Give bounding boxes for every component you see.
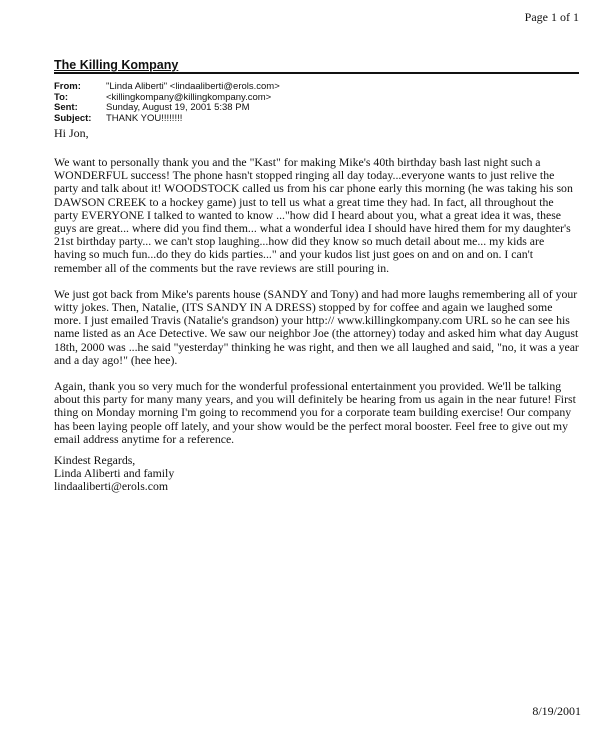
header-sent [54, 103, 280, 114]
body-paragraph: We just got back from Mike's parents house (SANDY and Tony) and had more laughs remembering all of your witty jokes. Then, Natalie, (ITS SANDY IN A DRESS) stopped by for coffee and again we laughed some more. I just emailed Travis (Natalie's grandson) your http:// www.killingkompany.com URL so he can see his name listed as an Ace Detective. We saw our neighbor Joe (the attorney) today and asked him what day August 18th, 2000 was ...he said "yesterday" thinking he was right, and then we all laughed and said, "no, it was a year and a day ago!" (hee hee). [54, 286, 579, 367]
signature-line: lindaaliberti@erols.com [54, 479, 169, 494]
signature-line: Kindest Regards, [54, 453, 136, 467]
email-header [54, 82, 280, 124]
header-value: Sunday, August 19, 2001 5:38 PM [106, 102, 250, 113]
header-label: Sent: [54, 102, 78, 113]
header-label: To: [54, 91, 69, 103]
header-label: From: [54, 81, 81, 92]
header-value: "Linda Aliberti" <lindaaliberti@erols.com> [106, 81, 280, 92]
footer-date: 8/19/2001 [532, 704, 581, 718]
header-divider [54, 72, 579, 74]
header-value: <killingkompany@killingkompany.com> [106, 91, 272, 103]
body-paragraph: We want to personally thank you and the "Kast" for making Mike's 40th birthday bash last night such a WONDERFUL success! The phone hasn't stopped ringing all day today...everyone wants to just relive the party and talk about it! WOODSTOCK called us from his car phone early this morning (he was taking his son DAWSON CREEK to a hockey game) just to tell us what a great time they had. In fact, all throughout the party EVERYONE I talked to wanted to know ..."how did I heard about you, what a great idea it was, these guys are great... where did you find them... what a wonderful idea I should have hired them for my daughter's 21st birthday party... we can't stop laughing...how did they know so much detail about me... my kids are having so much fun...do they do kids parties..." and your kudos list just goes on and on and on. I can't remember all of the comments but the rave reviews are still pouring in. [54, 155, 573, 275]
header-from [54, 82, 280, 93]
header-label: Subject: [54, 112, 92, 124]
email-body [54, 156, 579, 459]
header-subject [54, 114, 280, 125]
signature [54, 454, 174, 494]
page-number: Page 1 of 1 [524, 10, 579, 24]
body-paragraph: Again, thank you so very much for the wonderful professional entertainment you provided. We'll be talking about this party for many many years, and you will definitely be hearing from us again in the near future! First thing on Monday morning I'm going to recommend you for a corporate team building exercise! Our company has been laying people off lately, and your show would be the perfect moral booster. Feel free to give out my email address anytime for a reference. [54, 379, 576, 446]
signature-line: Linda Aliberti and family [54, 466, 175, 481]
greeting: Hi Jon, [54, 126, 89, 140]
header-value: THANK YOU!!!!!!!! [106, 112, 183, 124]
company-name: The Killing Kompany [54, 58, 179, 72]
